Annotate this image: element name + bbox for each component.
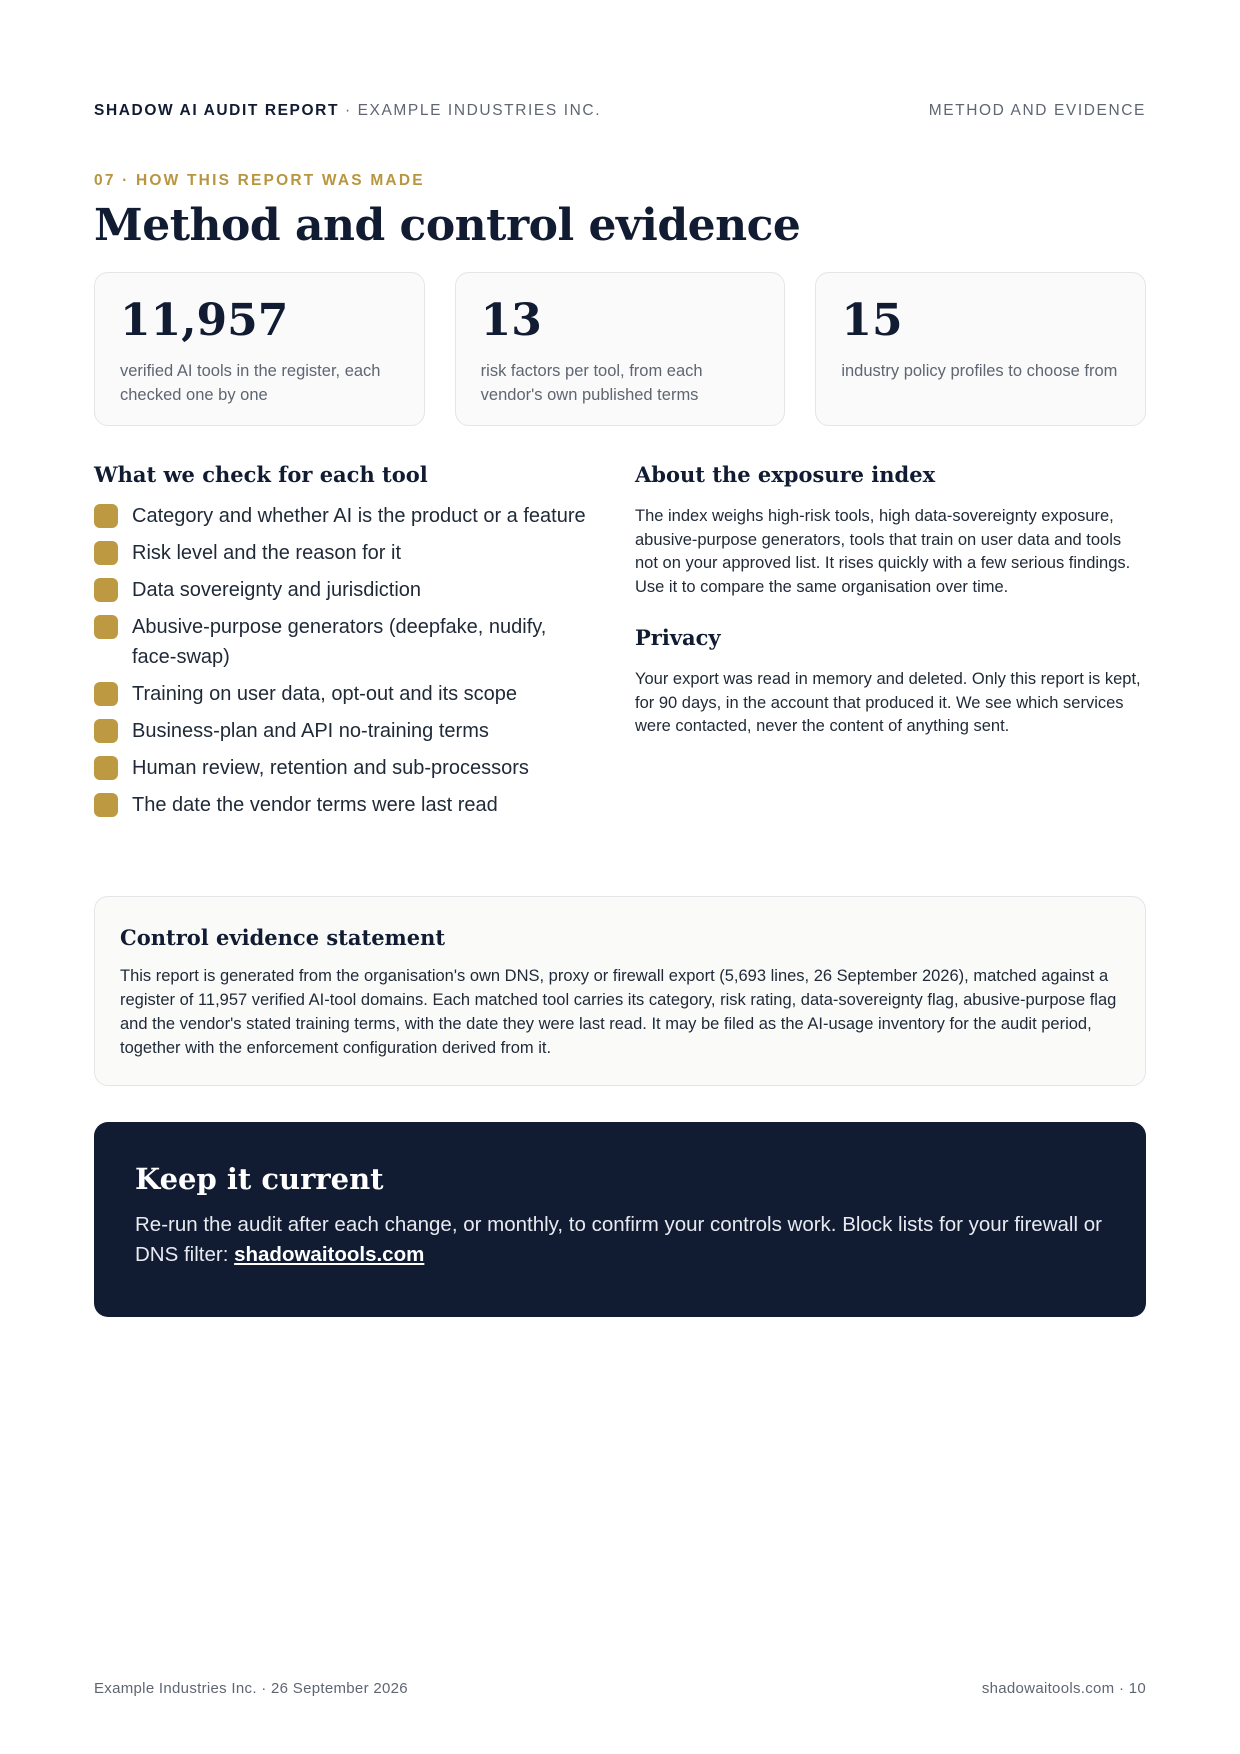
about-section [635, 462, 1146, 739]
stats-row [94, 272, 1146, 426]
bullet-square-icon [94, 719, 118, 743]
bullet-square-icon [94, 793, 118, 817]
checks-heading: What we check for each tool [94, 462, 428, 487]
page-footer [94, 1680, 1146, 1697]
section-eyebrow: 07 · HOW THIS REPORT WAS MADE [94, 172, 425, 189]
list-item [94, 679, 594, 709]
checks-list [94, 501, 594, 820]
bullet-square-icon [94, 682, 118, 706]
stat-number: 15 [841, 295, 903, 346]
stat-card [815, 272, 1146, 426]
stat-card [455, 272, 786, 426]
stat-card [94, 272, 425, 426]
footer-right: shadowaitools.com · 10 [981, 1680, 1146, 1697]
about-heading: About the exposure index [635, 462, 936, 487]
bullet-square-icon [94, 504, 118, 528]
banner-heading: Keep it current [135, 1162, 384, 1196]
list-item-text: Category and whether AI is the product or a feature [132, 505, 586, 527]
stat-description: industry policy profiles to choose from [841, 362, 1118, 380]
list-item-text: The date the vendor terms were last read [132, 794, 498, 816]
about-text: The index weighs high-risk tools, high data-sovereignty exposure, abusive-purpose generators, tools that train on user data and tools not on your approved list. It rises quickly with a few serious findings. Use it to compare the same organisation over time. [635, 507, 1131, 596]
banner-text-block [135, 1210, 1105, 1270]
stat-number: 13 [480, 295, 542, 346]
bullet-square-icon [94, 615, 118, 639]
privacy-text: Your export was read in memory and deleted. Only this report is kept, for 90 days, in the account that produced it. We see which services were contacted, never the content of anything sent. [635, 670, 1141, 735]
keep-current-banner [94, 1122, 1146, 1317]
list-item [94, 716, 594, 746]
list-item-text: Training on user data, opt-out and its scope [132, 683, 518, 705]
list-item-text: Business-plan and API no-training terms [132, 720, 489, 742]
checks-section [94, 462, 594, 827]
footer-left: Example Industries Inc. · 26 September 2026 [94, 1680, 408, 1697]
stat-description: risk factors per tool, from each vendor's own published terms [480, 362, 703, 404]
list-item [94, 538, 594, 568]
list-item [94, 501, 594, 531]
stat-number: 11,957 [120, 295, 289, 346]
list-item [94, 790, 594, 820]
list-item [94, 753, 594, 783]
control-heading: Control evidence statement [120, 925, 446, 950]
page-header [94, 102, 1146, 120]
control-evidence-card [94, 896, 1146, 1086]
header-left [94, 102, 601, 120]
list-item-text: Human review, retention and sub-processors [132, 757, 529, 779]
list-item-text: Data sovereignty and jurisdiction [132, 579, 422, 601]
list-item [94, 575, 594, 605]
list-item-text: Abusive-purpose generators (deepfake, nudify, face-swap) [132, 616, 547, 668]
stat-description: verified AI tools in the register, each checked one by one [120, 362, 381, 404]
bullet-square-icon [94, 541, 118, 565]
website-link[interactable]: shadowaitools.com [234, 1243, 425, 1266]
bullet-square-icon [94, 756, 118, 780]
control-text: This report is generated from the organisation's own DNS, proxy or firewall export (5,693 lines, 26 September 2026), matched against a register of 11,957 verified AI-tool domains. Each matched tool carries its category, risk rating, data-sovereignty flag, abusive-purpose flag and the vendor's stated training terms, with the date they were last read. It may be filed as the AI-usage inventory for the audit period, together with the enforcement configuration derived from it. [120, 967, 1117, 1057]
report-title: SHADOW AI AUDIT REPORT [94, 102, 340, 119]
privacy-heading: Privacy [635, 625, 721, 650]
list-item-text: Risk level and the reason for it [132, 542, 402, 564]
banner-text: Re-run the audit after each change, or monthly, to confirm your controls work. Block lists for your firewall or DNS filter: [135, 1213, 1102, 1266]
company-name: · EXAMPLE INDUSTRIES INC. [339, 102, 602, 119]
section-name: METHOD AND EVIDENCE [928, 102, 1146, 119]
bullet-square-icon [94, 578, 118, 602]
page-title: Method and control evidence [94, 200, 801, 251]
list-item [94, 612, 594, 672]
